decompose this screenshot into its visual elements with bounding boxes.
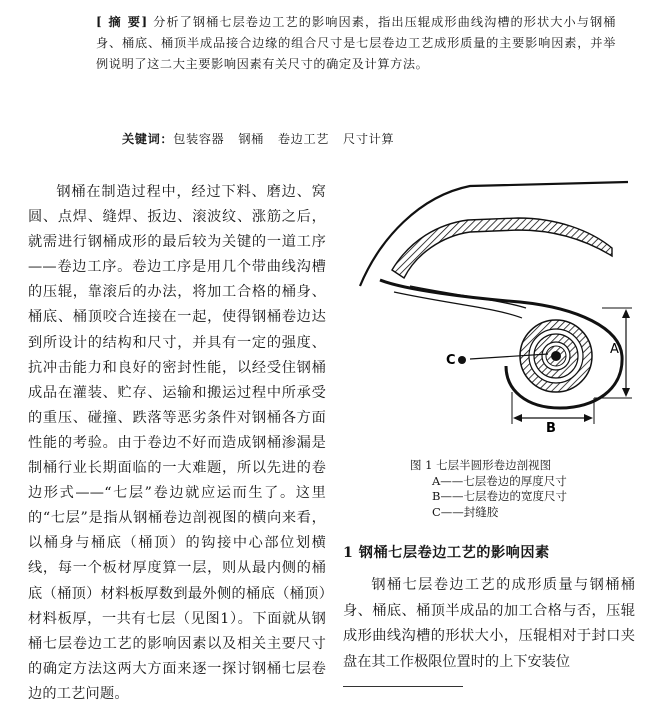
seam-cross-section-figure <box>350 168 640 458</box>
keywords <box>122 130 408 147</box>
label-a: A <box>610 342 619 357</box>
keyword-item: 尺寸计算 <box>343 132 395 146</box>
keywords-label: 关键词： <box>122 132 174 146</box>
caption-title: 图 1 七层半圆形卷边剖视图 <box>410 458 552 472</box>
keyword-item: 钢桶 <box>238 132 264 146</box>
keyword-item: 包装容器 <box>173 132 225 146</box>
section-paragraph: 钢桶七层卷边工艺的成形质量与钢桶桶身、桶底、桶顶半成品的加工合格与否，压辊成形曲线沟槽的形状大小，压辊相对于封口夹盘在其工作极限位置时的上下安装位 <box>343 577 635 670</box>
legend-item-c: C——封缝胶 <box>432 504 499 519</box>
abstract-label: [ 摘 要] <box>96 15 149 29</box>
abstract-text: 分析了钢桶七层卷边工艺的影响因素，指出压辊成形曲线沟槽的形状大小与钢桶身、桶底、桶顶半成品接合边缘的组合尺寸是七层卷边工艺成形质量的主要影响因素，并举例说明了这二大主要影响因素有关尺寸的确定及计算方法。 <box>96 15 616 71</box>
abstract <box>96 12 616 75</box>
label-c: C <box>446 353 456 368</box>
keyword-item: 卷边工艺 <box>277 132 330 146</box>
figure-caption <box>410 458 567 520</box>
legend-item-b: B——七层卷边的宽度尺寸 <box>432 489 567 503</box>
label-b: B <box>546 421 556 436</box>
section-title: 1 钢桶七层卷边工艺的影响因素 <box>343 545 550 561</box>
footnote-rule <box>343 686 463 687</box>
body-paragraph: 钢桶在制造过程中，经过下料、磨边、窝圆、点焊、缝焊、扳边、滚波纹、涨筋之后，就需进行钢桶成形的最后较为关键的一道工序——卷边工序。卷边工序是用几个带曲线沟槽的压辊，靠滚后的办法，将加工合格的桶身、桶底、桶顶咬合连接在一起，使得钢桶卷边达到所设计的结构和尺寸，并具有一定的强度、抗冲击能力和良好的密封性能，以经受住钢桶成品在灌装、贮存、运输和搬运过程中所承受的重压、碰撞、跌落等恶劣条件对钢桶各方面性能的考验。由于卷边不好而造成钢桶渗漏是制桶行业长期面临的一大难题，所以先进的卷边形式——“七层”卷边就应运而生了。这里的“七层”是指从钢桶卷边剖视图的横向来看，以桶身与桶底（桶顶）的钩接中心部位划横线，每一个板材厚度算一层，则从最内侧的桶底（桶顶）材料板厚数到最外侧的桶底（桶顶）材料板厚，一共有七层（见图1）。下面就从钢桶七层卷边工艺的影响因素以及相关主要尺寸的确定方法这两大方面来逐一探讨钢桶七层卷边的工艺问题。 <box>28 184 326 702</box>
legend-item-a: A——七层卷边的厚度尺寸 <box>432 473 567 488</box>
